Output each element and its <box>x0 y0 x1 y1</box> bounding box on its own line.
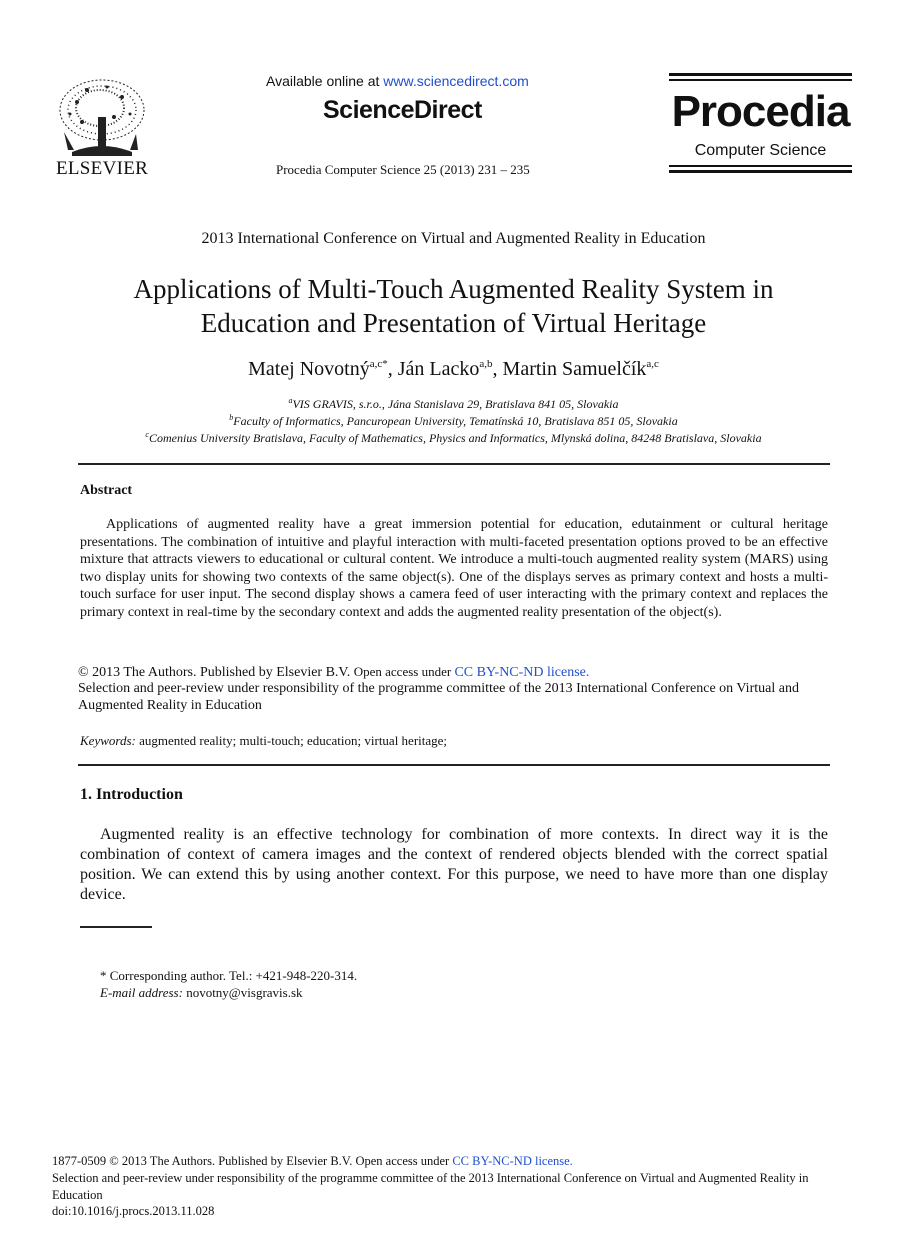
footer-issn: 1877-0509 © 2013 The Authors. Published by Elsevier B.V. Open access under CC BY-NC-ND license. <box>52 1154 573 1168</box>
author-sup: a,c* <box>369 358 388 370</box>
sciencedirect-logo: ScienceDirect <box>323 96 482 124</box>
affiliation: $^b$Faculty of Informatics, Pancuropean University, Tematínská 10, Bratislava 851 05, Slovakia <box>229 413 678 428</box>
author-list: Matej Novotný$^{a,c*}$, Ján Lacko$^{a,b}$, Martin Samuelčík$^{a,c}$ <box>248 358 659 380</box>
footer-doi: doi:10.1016/j.procs.2013.11.028 <box>52 1204 215 1218</box>
title-line-2: Education and Presentation of Virtual Heritage <box>200 308 707 338</box>
footnote-rule <box>80 926 152 928</box>
author-name: Matej Novotný <box>248 358 370 380</box>
abstract-text: Applications of augmented reality have a great immersion potential for education, edutainment or cultural heritage presentations. The combination of intuitive and playful interaction with multi-faceted presentation options proved to be an effective mixture that attracts viewers to educational or cultural content. We introduce a multi-touch augmented reality system (MARS) using two display units for showing two contexts of the same object(s). One of the displays serves as primary context and hosts a multi-touch surface for user input. The second display shows a camera feed of user interacting with the primary context and replaces the primary context in real-time by the secondary context and adds the augmented reality presentation of the object(s). <box>80 517 828 620</box>
divider <box>78 463 830 465</box>
paper-title <box>60 272 847 340</box>
title-line-1: Applications of Multi-Touch Augmented Reality System in <box>133 274 774 304</box>
procedia-wordmark: Procedia <box>671 87 850 136</box>
elsevier-wordmark: ELSEVIER <box>56 158 149 179</box>
procedia-subtitle: Computer Science <box>694 142 827 159</box>
abstract-heading: Abstract <box>80 483 133 498</box>
section-heading: 1. Introduction <box>80 786 183 803</box>
journal-reference: Procedia Computer Science 25 (2013) 231 – 235 <box>276 162 530 177</box>
sciencedirect-link[interactable]: www.sciencedirect.com <box>383 73 529 89</box>
license-link[interactable]: CC BY-NC-ND license. <box>454 665 590 680</box>
procedia-logo <box>669 73 852 175</box>
author-name: Ján Lacko <box>397 358 480 380</box>
affiliation: $^c$Comenius University Bratislava, Faculty of Mathematics, Physics and Informatics, Mlynská dolina, 84248 Bratislava, Slovakia <box>145 430 762 445</box>
author-sup: a,c <box>646 358 659 370</box>
section-paragraph: Augmented reality is an effective technology for combination of more contexts. In direct way it is the combination of context of camera images and the context of rendered objects blended with the correct spatial position. We can extend this by using another context. For this purpose, we need to have more than one display device. <box>80 826 828 903</box>
copyright-line: © 2013 The Authors. Published by Elsevier B.V. Open access under CC BY-NC-ND license. <box>78 664 590 680</box>
author-sup: a,b <box>479 358 493 370</box>
affiliation: $^a$VIS GRAVIS, s.r.o., Jána Stanislava 29, Bratislava 841 05, Slovakia <box>288 396 619 411</box>
keywords: Keywords: augmented reality; multi-touch; education; virtual heritage; <box>80 733 448 748</box>
available-online: Available online at www.sciencedirect.com <box>266 73 529 89</box>
corresponding-author: * Corresponding author. Tel.: +421-948-220-314. <box>100 968 358 983</box>
email-line: E-mail address: novotny@visgravis.sk <box>100 985 303 1000</box>
author-name: Martin Samuelčík <box>502 358 647 380</box>
divider <box>78 764 830 766</box>
footer-license-link[interactable]: CC BY-NC-ND license. <box>452 1154 573 1168</box>
conference-name: 2013 International Conference on Virtual and Augmented Reality in Education <box>201 230 706 247</box>
footer-selection: Selection and peer-review under responsibility of the programme committee of the 2013 International Conference on Virtual and Augmented Reality in Education <box>52 1171 809 1202</box>
peer-review-statement: Selection and peer-review under responsibility of the programme committee of the 2013 International Conference on Virtual and Augmented Reality in Education <box>78 681 799 713</box>
